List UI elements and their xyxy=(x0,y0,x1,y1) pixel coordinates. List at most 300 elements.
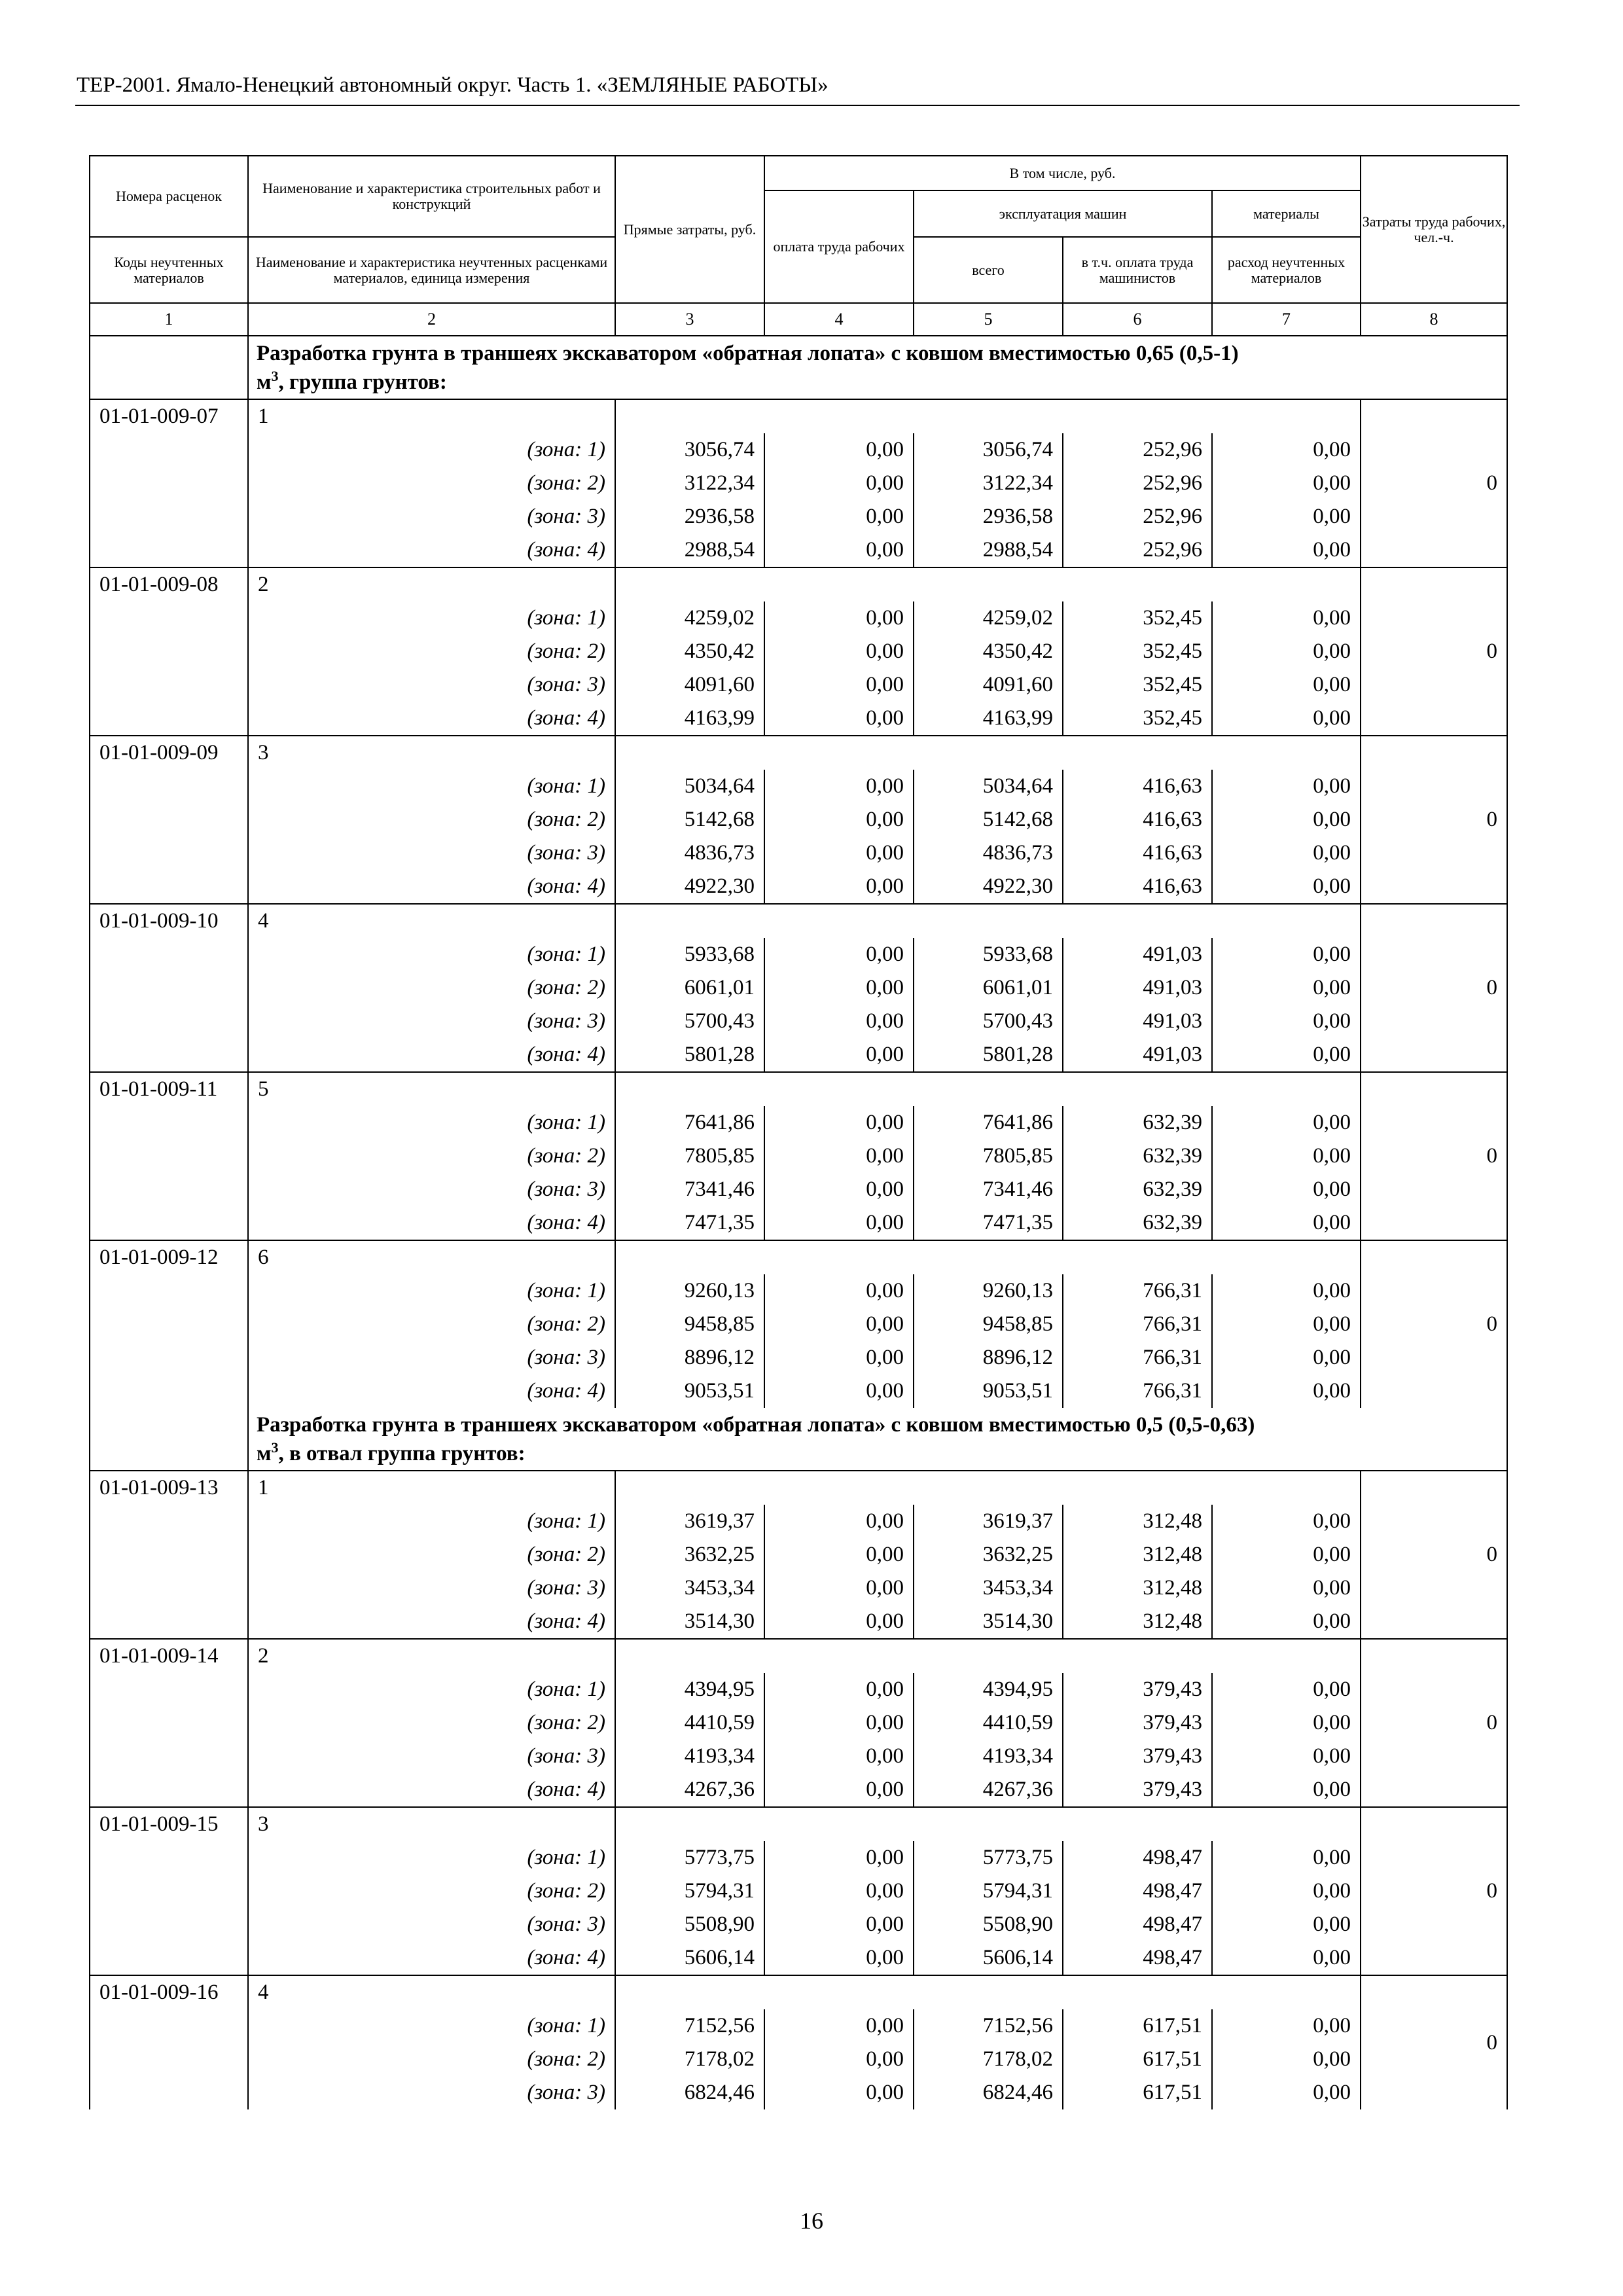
materials-value: 0,00 xyxy=(1212,1874,1361,1908)
workers-pay: 0,00 xyxy=(764,1773,914,1807)
workers-pay: 0,00 xyxy=(764,1374,914,1408)
section-title-line1: Разработка грунта в траншеях экскаватором «обратная лопата» с ковшом вместимостью 0,65 (0,5-1) xyxy=(257,341,1239,365)
table-row xyxy=(90,836,1507,870)
empty-cell xyxy=(914,1240,1063,1274)
header-unaccounted-name: Наименование и характеристика неучтенных расценками материалов, единица измерения xyxy=(248,237,615,303)
header-direct-costs: Прямые затраты, руб. xyxy=(615,156,764,303)
labor-value: 0 xyxy=(1361,1975,1507,2109)
table-row xyxy=(90,467,1507,500)
materials-value: 0,00 xyxy=(1212,1505,1361,1538)
col-index: 8 xyxy=(1361,303,1507,336)
direct-cost: 6061,01 xyxy=(615,971,764,1005)
workers-pay: 0,00 xyxy=(764,1941,914,1975)
direct-cost: 4922,30 xyxy=(615,870,764,904)
header-rule xyxy=(75,105,1520,106)
zone-label: (зона: 2) xyxy=(248,1874,615,1908)
machines-total: 4410,59 xyxy=(914,1706,1063,1740)
zone-label: (зона: 2) xyxy=(248,803,615,836)
empty-cell xyxy=(764,1975,914,2009)
machines-total: 8896,12 xyxy=(914,1341,1063,1374)
materials-value: 0,00 xyxy=(1212,702,1361,736)
group-label: 6 xyxy=(248,1240,615,1274)
workers-pay: 0,00 xyxy=(764,1740,914,1773)
zone-label: (зона: 3) xyxy=(248,2076,615,2109)
table-row xyxy=(90,1274,1507,1308)
materials-value: 0,00 xyxy=(1212,433,1361,467)
table-row xyxy=(90,1139,1507,1173)
machines-total: 5801,28 xyxy=(914,1038,1063,1072)
table-row xyxy=(90,601,1507,635)
table-row xyxy=(90,533,1507,567)
labor-value: 0 xyxy=(1361,1807,1507,1975)
table-row xyxy=(90,2043,1507,2076)
machines-total: 7805,85 xyxy=(914,1139,1063,1173)
workers-pay: 0,00 xyxy=(764,668,914,702)
empty-cell xyxy=(764,1807,914,1841)
machinists-pay: 632,39 xyxy=(1063,1173,1212,1206)
table-row xyxy=(90,938,1507,971)
header-machines-total: всего xyxy=(914,237,1063,303)
workers-pay: 0,00 xyxy=(764,1005,914,1038)
zone-label: (зона: 1) xyxy=(248,1841,615,1874)
zone-label: (зона: 3) xyxy=(248,1571,615,1605)
machinists-pay: 252,96 xyxy=(1063,467,1212,500)
rates-table xyxy=(89,155,1508,2109)
workers-pay: 0,00 xyxy=(764,971,914,1005)
empty-cell xyxy=(764,567,914,601)
table-row xyxy=(90,2076,1507,2109)
machines-total: 4350,42 xyxy=(914,635,1063,668)
empty-cell xyxy=(1212,1975,1361,2009)
materials-value: 0,00 xyxy=(1212,770,1361,803)
machinists-pay: 312,48 xyxy=(1063,1605,1212,1639)
machinists-pay: 416,63 xyxy=(1063,870,1212,904)
empty-cell xyxy=(1063,567,1212,601)
rate-code: 01-01-009-07 xyxy=(90,399,248,567)
materials-value: 0,00 xyxy=(1212,2076,1361,2109)
direct-cost: 5933,68 xyxy=(615,938,764,971)
col-index: 3 xyxy=(615,303,764,336)
machines-total: 5142,68 xyxy=(914,803,1063,836)
direct-cost: 5773,75 xyxy=(615,1841,764,1874)
direct-cost: 5606,14 xyxy=(615,1941,764,1975)
rate-code: 01-01-009-15 xyxy=(90,1807,248,1975)
rate-code: 01-01-009-12 xyxy=(90,1240,248,1408)
workers-pay: 0,00 xyxy=(764,1173,914,1206)
empty-cell xyxy=(615,736,764,770)
machines-total: 2988,54 xyxy=(914,533,1063,567)
machinists-pay: 617,51 xyxy=(1063,2009,1212,2043)
machinists-pay: 416,63 xyxy=(1063,836,1212,870)
machinists-pay: 491,03 xyxy=(1063,971,1212,1005)
table-row xyxy=(90,1605,1507,1639)
machines-total: 3056,74 xyxy=(914,433,1063,467)
zone-label: (зона: 4) xyxy=(248,1206,615,1240)
machines-total: 7152,56 xyxy=(914,2009,1063,2043)
machinists-pay: 416,63 xyxy=(1063,803,1212,836)
direct-cost: 3514,30 xyxy=(615,1605,764,1639)
direct-cost: 7152,56 xyxy=(615,2009,764,2043)
empty-cell xyxy=(764,1471,914,1505)
workers-pay: 0,00 xyxy=(764,1505,914,1538)
machines-total: 5794,31 xyxy=(914,1874,1063,1908)
zone-label: (зона: 3) xyxy=(248,1341,615,1374)
direct-cost: 4836,73 xyxy=(615,836,764,870)
machinists-pay: 252,96 xyxy=(1063,500,1212,533)
machinists-pay: 352,45 xyxy=(1063,702,1212,736)
zone-label: (зона: 3) xyxy=(248,1173,615,1206)
materials-value: 0,00 xyxy=(1212,1106,1361,1139)
materials-value: 0,00 xyxy=(1212,601,1361,635)
rate-code: 01-01-009-09 xyxy=(90,736,248,904)
table-row xyxy=(90,1740,1507,1773)
direct-cost: 7341,46 xyxy=(615,1173,764,1206)
workers-pay: 0,00 xyxy=(764,467,914,500)
empty-cell xyxy=(1063,1072,1212,1106)
materials-value: 0,00 xyxy=(1212,2043,1361,2076)
empty-cell xyxy=(914,1807,1063,1841)
empty-cell xyxy=(1212,399,1361,433)
machines-total: 7341,46 xyxy=(914,1173,1063,1206)
table-row xyxy=(90,1807,1507,1841)
materials-value: 0,00 xyxy=(1212,1139,1361,1173)
zone-label: (зона: 4) xyxy=(248,1773,615,1807)
rate-code: 01-01-009-14 xyxy=(90,1639,248,1807)
materials-value: 0,00 xyxy=(1212,1374,1361,1408)
zone-label: (зона: 4) xyxy=(248,1374,615,1408)
materials-value: 0,00 xyxy=(1212,1706,1361,1740)
labor-value: 0 xyxy=(1361,736,1507,904)
workers-pay: 0,00 xyxy=(764,702,914,736)
direct-cost: 3632,25 xyxy=(615,1538,764,1571)
workers-pay: 0,00 xyxy=(764,1038,914,1072)
section-title xyxy=(248,336,1507,399)
materials-value: 0,00 xyxy=(1212,1206,1361,1240)
materials-value: 0,00 xyxy=(1212,635,1361,668)
zone-label: (зона: 4) xyxy=(248,533,615,567)
empty-cell xyxy=(1063,399,1212,433)
empty-cell xyxy=(1212,567,1361,601)
table-row xyxy=(90,1106,1507,1139)
col-index: 1 xyxy=(90,303,248,336)
workers-pay: 0,00 xyxy=(764,1106,914,1139)
machinists-pay: 498,47 xyxy=(1063,1841,1212,1874)
zone-label: (зона: 2) xyxy=(248,1139,615,1173)
materials-value: 0,00 xyxy=(1212,971,1361,1005)
header-including: В том числе, руб. xyxy=(764,156,1361,190)
table-row xyxy=(90,1173,1507,1206)
zone-label: (зона: 2) xyxy=(248,635,615,668)
direct-cost: 4350,42 xyxy=(615,635,764,668)
zone-label: (зона: 2) xyxy=(248,467,615,500)
workers-pay: 0,00 xyxy=(764,635,914,668)
machines-total: 7641,86 xyxy=(914,1106,1063,1139)
machines-total: 4163,99 xyxy=(914,702,1063,736)
direct-cost: 5801,28 xyxy=(615,1038,764,1072)
workers-pay: 0,00 xyxy=(764,1908,914,1941)
empty-cell xyxy=(615,1471,764,1505)
labor-value: 0 xyxy=(1361,1471,1507,1639)
machinists-pay: 617,51 xyxy=(1063,2076,1212,2109)
zone-label: (зона: 2) xyxy=(248,1706,615,1740)
section-title-unit: м xyxy=(257,370,272,394)
zone-label: (зона: 3) xyxy=(248,668,615,702)
empty-cell xyxy=(1063,1240,1212,1274)
machinists-pay: 632,39 xyxy=(1063,1139,1212,1173)
machines-total: 4394,95 xyxy=(914,1673,1063,1706)
table-row xyxy=(90,1072,1507,1106)
empty-cell xyxy=(1063,1471,1212,1505)
materials-value: 0,00 xyxy=(1212,2009,1361,2043)
machinists-pay: 352,45 xyxy=(1063,668,1212,702)
machines-total: 2936,58 xyxy=(914,500,1063,533)
table-row xyxy=(90,1308,1507,1341)
table-row xyxy=(90,1975,1507,2009)
machinists-pay: 416,63 xyxy=(1063,770,1212,803)
table-header xyxy=(90,156,1507,336)
machinists-pay: 379,43 xyxy=(1063,1740,1212,1773)
workers-pay: 0,00 xyxy=(764,1274,914,1308)
materials-value: 0,00 xyxy=(1212,1005,1361,1038)
workers-pay: 0,00 xyxy=(764,870,914,904)
table-row xyxy=(90,500,1507,533)
machines-total: 9260,13 xyxy=(914,1274,1063,1308)
table-row xyxy=(90,1874,1507,1908)
direct-cost: 7471,35 xyxy=(615,1206,764,1240)
section-title-line1: Разработка грунта в траншеях экскаватором «обратная лопата» с ковшом вместимостью 0,5 (0,5-0,63) xyxy=(257,1412,1255,1437)
empty-cell xyxy=(914,736,1063,770)
empty-cell xyxy=(914,1072,1063,1106)
machinists-pay: 352,45 xyxy=(1063,601,1212,635)
machinists-pay: 491,03 xyxy=(1063,1038,1212,1072)
machines-total: 4091,60 xyxy=(914,668,1063,702)
table-row xyxy=(90,1240,1507,1274)
materials-value: 0,00 xyxy=(1212,1740,1361,1773)
zone-label: (зона: 1) xyxy=(248,770,615,803)
machinists-pay: 312,48 xyxy=(1063,1538,1212,1571)
materials-value: 0,00 xyxy=(1212,1038,1361,1072)
empty-cell xyxy=(914,567,1063,601)
machines-total: 4259,02 xyxy=(914,601,1063,635)
col-index: 7 xyxy=(1212,303,1361,336)
table-row xyxy=(90,1538,1507,1571)
zone-label: (зона: 3) xyxy=(248,500,615,533)
group-label: 4 xyxy=(248,904,615,938)
materials-value: 0,00 xyxy=(1212,1173,1361,1206)
direct-cost: 2988,54 xyxy=(615,533,764,567)
workers-pay: 0,00 xyxy=(764,1605,914,1639)
direct-cost: 5142,68 xyxy=(615,803,764,836)
zone-label: (зона: 2) xyxy=(248,2043,615,2076)
table-row xyxy=(90,1571,1507,1605)
workers-pay: 0,00 xyxy=(764,1308,914,1341)
col-index: 6 xyxy=(1063,303,1212,336)
section-title-unit-exponent: 3 xyxy=(271,367,279,384)
rate-code: 01-01-009-13 xyxy=(90,1471,248,1639)
table-row xyxy=(90,870,1507,904)
empty-cell xyxy=(914,1639,1063,1673)
table-row xyxy=(90,1206,1507,1240)
machinists-pay: 252,96 xyxy=(1063,533,1212,567)
section-title xyxy=(248,1408,1507,1471)
machines-total: 9053,51 xyxy=(914,1374,1063,1408)
empty-cell xyxy=(1212,1807,1361,1841)
machinists-pay: 379,43 xyxy=(1063,1673,1212,1706)
machines-total: 3122,34 xyxy=(914,467,1063,500)
header-machinists-pay: в т.ч. оплата труда машинистов xyxy=(1063,237,1212,303)
zone-label: (зона: 3) xyxy=(248,836,615,870)
direct-cost: 6824,46 xyxy=(615,2076,764,2109)
machines-total: 5508,90 xyxy=(914,1908,1063,1941)
machinists-pay: 766,31 xyxy=(1063,1274,1212,1308)
workers-pay: 0,00 xyxy=(764,770,914,803)
zone-label: (зона: 2) xyxy=(248,1308,615,1341)
workers-pay: 0,00 xyxy=(764,500,914,533)
direct-cost: 4267,36 xyxy=(615,1773,764,1807)
header-materials: материалы xyxy=(1212,190,1361,237)
table-row xyxy=(90,1706,1507,1740)
header-labor: Затраты труда рабочих, чел.-ч. xyxy=(1361,156,1507,303)
machines-total: 9458,85 xyxy=(914,1308,1063,1341)
zone-label: (зона: 4) xyxy=(248,1038,615,1072)
machinists-pay: 632,39 xyxy=(1063,1206,1212,1240)
empty-cell xyxy=(1063,1807,1212,1841)
machines-total: 4267,36 xyxy=(914,1773,1063,1807)
labor-value: 0 xyxy=(1361,904,1507,1072)
machinists-pay: 632,39 xyxy=(1063,1106,1212,1139)
zone-label: (зона: 3) xyxy=(248,1005,615,1038)
workers-pay: 0,00 xyxy=(764,533,914,567)
materials-value: 0,00 xyxy=(1212,500,1361,533)
workers-pay: 0,00 xyxy=(764,1673,914,1706)
machines-total: 5700,43 xyxy=(914,1005,1063,1038)
group-label: 3 xyxy=(248,1807,615,1841)
machines-total: 3453,34 xyxy=(914,1571,1063,1605)
empty-cell xyxy=(615,1807,764,1841)
machinists-pay: 312,48 xyxy=(1063,1571,1212,1605)
empty-cell xyxy=(1212,1639,1361,1673)
rate-code: 01-01-009-10 xyxy=(90,904,248,1072)
section-title-row xyxy=(90,1408,1507,1471)
materials-value: 0,00 xyxy=(1212,1571,1361,1605)
machinists-pay: 312,48 xyxy=(1063,1505,1212,1538)
table-row xyxy=(90,736,1507,770)
labor-value: 0 xyxy=(1361,1639,1507,1807)
empty-cell xyxy=(764,399,914,433)
machinists-pay: 252,96 xyxy=(1063,433,1212,467)
empty-cell xyxy=(914,1471,1063,1505)
machines-total: 5933,68 xyxy=(914,938,1063,971)
machinists-pay: 352,45 xyxy=(1063,635,1212,668)
direct-cost: 3619,37 xyxy=(615,1505,764,1538)
direct-cost: 3122,34 xyxy=(615,467,764,500)
empty-cell xyxy=(764,1639,914,1673)
table-row xyxy=(90,1005,1507,1038)
group-label: 2 xyxy=(248,1639,615,1673)
workers-pay: 0,00 xyxy=(764,938,914,971)
rate-code: 01-01-009-11 xyxy=(90,1072,248,1240)
group-label: 1 xyxy=(248,399,615,433)
empty-cell xyxy=(1063,904,1212,938)
machines-total: 5773,75 xyxy=(914,1841,1063,1874)
table-row xyxy=(90,702,1507,736)
table-row xyxy=(90,1505,1507,1538)
empty-cell xyxy=(1063,1639,1212,1673)
zone-label: (зона: 3) xyxy=(248,1740,615,1773)
direct-cost: 4259,02 xyxy=(615,601,764,635)
col-index: 5 xyxy=(914,303,1063,336)
table-row xyxy=(90,1038,1507,1072)
direct-cost: 2936,58 xyxy=(615,500,764,533)
section-title-unit-exponent: 3 xyxy=(271,1439,279,1456)
materials-value: 0,00 xyxy=(1212,803,1361,836)
materials-value: 0,00 xyxy=(1212,1308,1361,1341)
materials-value: 0,00 xyxy=(1212,1605,1361,1639)
empty-cell xyxy=(1212,1471,1361,1505)
direct-cost: 7805,85 xyxy=(615,1139,764,1173)
workers-pay: 0,00 xyxy=(764,1538,914,1571)
machinists-pay: 491,03 xyxy=(1063,1005,1212,1038)
machinists-pay: 766,31 xyxy=(1063,1341,1212,1374)
materials-value: 0,00 xyxy=(1212,1941,1361,1975)
rate-code: 01-01-009-16 xyxy=(90,1975,248,2109)
section-title-line2: , в отвал группа грунтов: xyxy=(278,1441,526,1465)
header-unaccounted-codes: Коды неучтенных материалов xyxy=(90,237,248,303)
page-number: 16 xyxy=(800,2208,823,2234)
machines-total: 3619,37 xyxy=(914,1505,1063,1538)
col-index: 4 xyxy=(764,303,914,336)
machinists-pay: 379,43 xyxy=(1063,1773,1212,1807)
zone-label: (зона: 1) xyxy=(248,1505,615,1538)
direct-cost: 5508,90 xyxy=(615,1908,764,1941)
workers-pay: 0,00 xyxy=(764,1341,914,1374)
col-index: 2 xyxy=(248,303,615,336)
zone-label: (зона: 1) xyxy=(248,1673,615,1706)
section-title-row xyxy=(90,336,1507,399)
zone-label: (зона: 2) xyxy=(248,971,615,1005)
group-label: 3 xyxy=(248,736,615,770)
table-row xyxy=(90,1673,1507,1706)
header-unaccounted-consumption: расход неучтенных материалов xyxy=(1212,237,1361,303)
table-body xyxy=(90,336,1507,2109)
zone-label: (зона: 1) xyxy=(248,1106,615,1139)
direct-cost: 7641,86 xyxy=(615,1106,764,1139)
machines-total: 6824,46 xyxy=(914,2076,1063,2109)
materials-value: 0,00 xyxy=(1212,668,1361,702)
machinists-pay: 617,51 xyxy=(1063,2043,1212,2076)
labor-value: 0 xyxy=(1361,1072,1507,1240)
table-row xyxy=(90,904,1507,938)
table-row xyxy=(90,1908,1507,1941)
group-label: 4 xyxy=(248,1975,615,2009)
table-row xyxy=(90,1341,1507,1374)
labor-value: 0 xyxy=(1361,399,1507,567)
empty-cell xyxy=(615,1240,764,1274)
table-row xyxy=(90,399,1507,433)
table-row xyxy=(90,668,1507,702)
workers-pay: 0,00 xyxy=(764,1139,914,1173)
header-rates-number: Номера расценок xyxy=(90,156,248,237)
zone-label: (зона: 1) xyxy=(248,601,615,635)
direct-cost: 4091,60 xyxy=(615,668,764,702)
direct-cost: 5794,31 xyxy=(615,1874,764,1908)
machines-total: 4193,34 xyxy=(914,1740,1063,1773)
empty-cell xyxy=(1212,1072,1361,1106)
table-row xyxy=(90,1773,1507,1807)
workers-pay: 0,00 xyxy=(764,1874,914,1908)
direct-cost: 5034,64 xyxy=(615,770,764,803)
machines-total: 3514,30 xyxy=(914,1605,1063,1639)
